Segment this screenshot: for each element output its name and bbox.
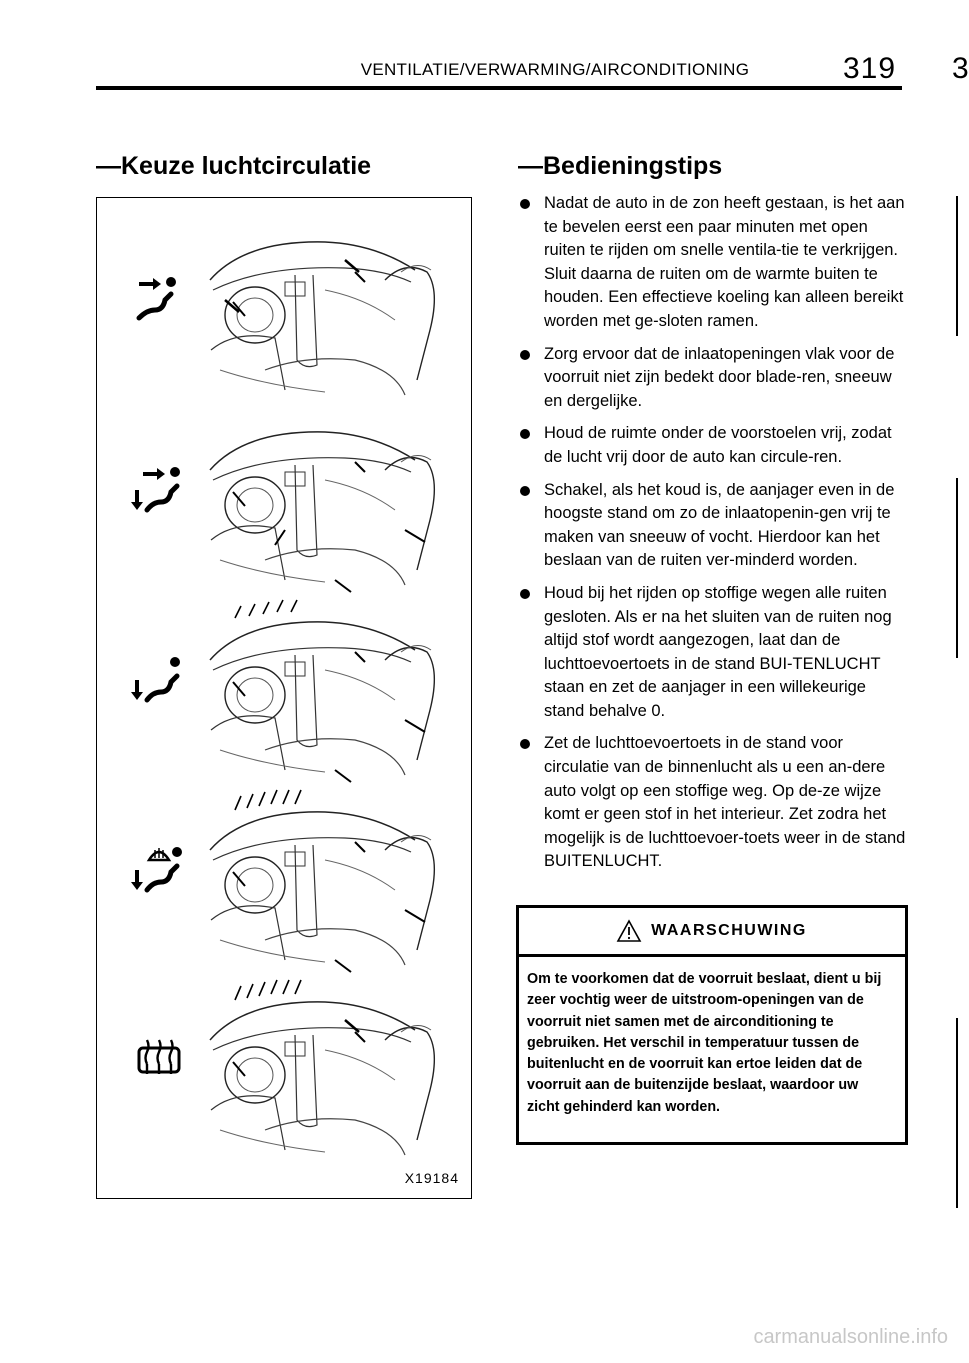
figure-code: X19184 bbox=[404, 1170, 459, 1186]
mode-foot bbox=[97, 600, 471, 790]
section-title-air-circulation: —Keuze luchtcirculatie bbox=[96, 152, 372, 180]
running-header-title: VENTILATIE/VERWARMING/AIRCONDITIONING bbox=[360, 60, 750, 79]
bullet-icon bbox=[520, 486, 530, 496]
warning-box bbox=[516, 905, 908, 1145]
mode-face bbox=[97, 220, 471, 410]
bi-level-vent-icon bbox=[131, 460, 191, 520]
foot-defrost-vent-icon bbox=[131, 840, 191, 900]
bullet-icon bbox=[520, 429, 530, 439]
warning-triangle-icon bbox=[617, 920, 641, 942]
bullet-icon bbox=[520, 739, 530, 749]
mode-bi-level bbox=[97, 410, 471, 600]
edge-rule bbox=[956, 1018, 962, 1208]
edge-rule bbox=[956, 196, 962, 336]
mode-defrost bbox=[97, 980, 471, 1170]
cabin-defrost-illustration bbox=[205, 980, 451, 1170]
rear-defroster-icon bbox=[131, 1030, 191, 1090]
cabin-foot-defrost-illustration bbox=[205, 790, 451, 980]
cabin-face-illustration bbox=[205, 220, 451, 410]
edge-rule bbox=[956, 478, 962, 658]
next-page-edge-digit: 3 bbox=[952, 52, 969, 85]
tip-text: Schakel, als het koud is, de aanjager even in de hoogste stand om zo de inlaatopenin-gen vrij te maken van sneeuw of vocht. Hierdoor kan het beslaan van de ruiten ver-minderd worden. bbox=[544, 480, 895, 570]
header-rule bbox=[96, 86, 902, 90]
cabin-foot-illustration bbox=[205, 600, 451, 790]
warning-header bbox=[519, 908, 905, 957]
cabin-bi-level-illustration bbox=[205, 410, 451, 600]
foot-vent-icon bbox=[131, 650, 191, 710]
page-number: 319 bbox=[843, 52, 897, 85]
tip-item bbox=[520, 479, 910, 573]
tip-item bbox=[520, 732, 910, 874]
tip-item bbox=[520, 422, 910, 469]
bullet-icon bbox=[520, 199, 530, 209]
warning-text: Om te voorkomen dat de voorruit beslaat, dient u bij zeer vochtig weer de uitstroom-openingen van de voorruit niet samen met de airconditioning te gebruiken. Het verschil in temperatuur tussen de buitenlucht en de voorruit kan ertoe leiden dat de voorruit aan de buitenzijde beslaat, waardoor uw zicht gehinderd kan worden. bbox=[527, 971, 882, 1115]
face-vent-icon bbox=[131, 270, 191, 330]
tip-item bbox=[520, 343, 910, 414]
operating-tips-list bbox=[520, 192, 910, 883]
section-title-operating-tips: —Bedieningstips bbox=[518, 152, 723, 180]
tip-item bbox=[520, 582, 910, 724]
tip-item bbox=[520, 192, 910, 334]
tip-text: Houd bij het rijden op stoffige wegen alle ruiten gesloten. Als er na het sluiten van de ruiten nog altijd stof wordt aangezogen, laat dan de luchttoevoertoets in de stand BUI-TENLUCHT staan en zet de aanjager in een willekeurige stand behalve 0. bbox=[544, 583, 892, 720]
tip-text: Houd de ruimte onder de voorstoelen vrij, zodat de lucht vrij door de auto kan circule-ren. bbox=[544, 424, 892, 466]
site-watermark: carmanualsonline.info bbox=[753, 1326, 948, 1348]
tip-text: Zet de luchttoevoertoets in de stand voor circulatie van de binnenlucht als u een an-dere auto volgt op een stoffige weg. Op de-ze wijze komt er geen stof in het interieur. Zet zodra het mogelijk is de luchttoevoer-toets weer in de stand BUITENLUCHT. bbox=[544, 734, 906, 871]
tip-text: Zorg ervoor dat de inlaatopeningen vlak voor de voorruit niet zijn bedekt door blade-ren, sneeuw en dergelijke. bbox=[544, 344, 895, 410]
air-circulation-figure bbox=[96, 197, 472, 1199]
bullet-icon bbox=[520, 350, 530, 360]
bullet-icon bbox=[520, 589, 530, 599]
warning-title: WAARSCHUWING bbox=[651, 922, 807, 939]
mode-foot-defrost bbox=[97, 790, 471, 980]
tip-text: Nadat de auto in de zon heeft gestaan, is het aan te bevelen eerst een paar minuten met open ruiten te rijden om snelle ventila-tie te verkrijgen. Sluit daarna de ruiten om de warmte buiten te houden. Een effectieve koeling kan alleen bereikt worden met ge-sloten ramen. bbox=[544, 194, 905, 330]
